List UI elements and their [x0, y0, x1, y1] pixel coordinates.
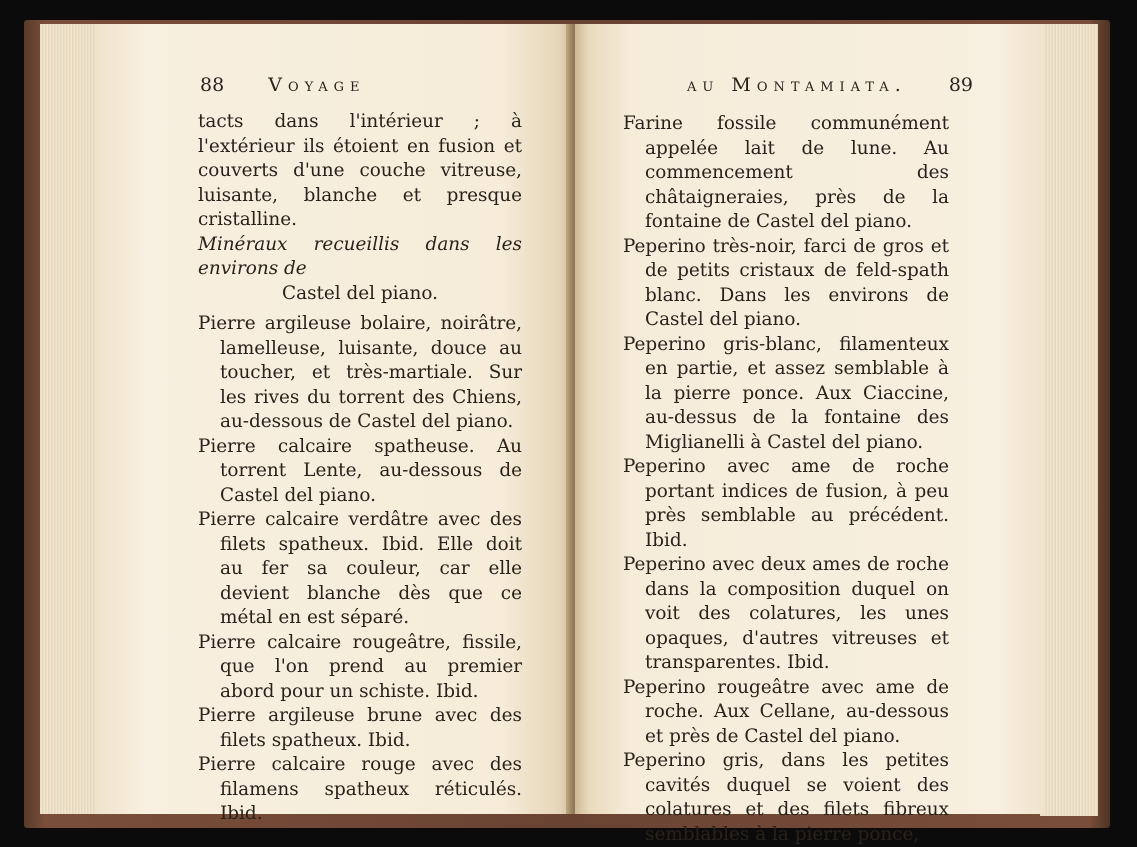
paragraph: Peperino avec deux ames de roche dans la composition duquel on voit des colatures, les unes opaques, d'autres vitreuses et transparentes. Ibid.	[623, 554, 949, 673]
paragraph: Peperino très-noir, farci de gros et de petits cristaux de feld-spath blanc. Dans les environs de Castel del piano.	[623, 235, 949, 330]
left-page-header	[200, 74, 366, 96]
right-page-number: 89	[948, 74, 974, 96]
right-running-head: au Montamiata.	[687, 74, 907, 96]
paragraph: Peperino gris, dans les petites cavités duquel se voient des colatures et des filets fibreux semblables à la pierre ponce,	[623, 750, 949, 845]
paragraph: Peperino gris-blanc, filamenteux en partie, et assez semblable à la pierre ponce. Aux Ciaccine, au-dessus de la fontaine des Miglianelli à Castel del piano.	[623, 333, 949, 453]
right-page-text	[623, 112, 949, 847]
paragraph: Peperino avec ame de roche portant indices de fusion, à peu près semblable au précédent. Ibid.	[623, 456, 949, 551]
page-edges-left	[40, 24, 100, 814]
paragraph: Peperino rougeâtre avec ame de roche. Aux Cellane, au-dessous et près de Castel del piano.	[623, 676, 949, 747]
right-page-header	[687, 74, 973, 96]
paragraph: Pierre calcaire rougeâtre, fissile, que l'on prend au premier abord pour un schiste. Ibid.	[198, 631, 522, 702]
paragraph: tacts dans l'intérieur ; à l'extérieur ils étoient en fusion et couverts d'une couche vitreuse, luisante, blanche et presque cristalline.	[198, 111, 522, 230]
section-heading: Minéraux recueillis dans les environs de	[198, 233, 522, 279]
page-edges-right	[1040, 24, 1098, 816]
paragraph: Pierre argileuse brune avec des filets spatheux. Ibid.	[198, 705, 522, 751]
left-running-head: Voyage	[268, 74, 366, 96]
right-page	[575, 24, 1045, 845]
paragraph: Pierre argileuse bolaire, noirâtre, lamelleuse, luisante, douce au toucher, et très-martiale. Sur les rives du torrent des Chiens, au-dessous de Castel del piano.	[198, 313, 522, 432]
paragraph: Pierre calcaire verdâtre avec des filets spatheux. Ibid. Elle doit au fer sa couleur, car elle devient blanche dès que ce métal en est séparé.	[198, 509, 522, 628]
paragraph: Farine fossile communément appelée lait de lune. Au commencement des châtaigneraies, près de la fontaine de Castel del piano.	[623, 113, 949, 232]
section-heading-place: Castel del piano.	[282, 282, 438, 304]
left-page	[95, 24, 573, 824]
left-page-text	[198, 110, 522, 827]
left-page-number: 88	[200, 74, 225, 96]
paragraph: Pierre calcaire rouge avec des filamens spatheux réticulés. Ibid.	[198, 754, 522, 824]
paragraph: Pierre calcaire spatheuse. Au torrent Lente, au-dessous de Castel del piano.	[198, 435, 522, 506]
